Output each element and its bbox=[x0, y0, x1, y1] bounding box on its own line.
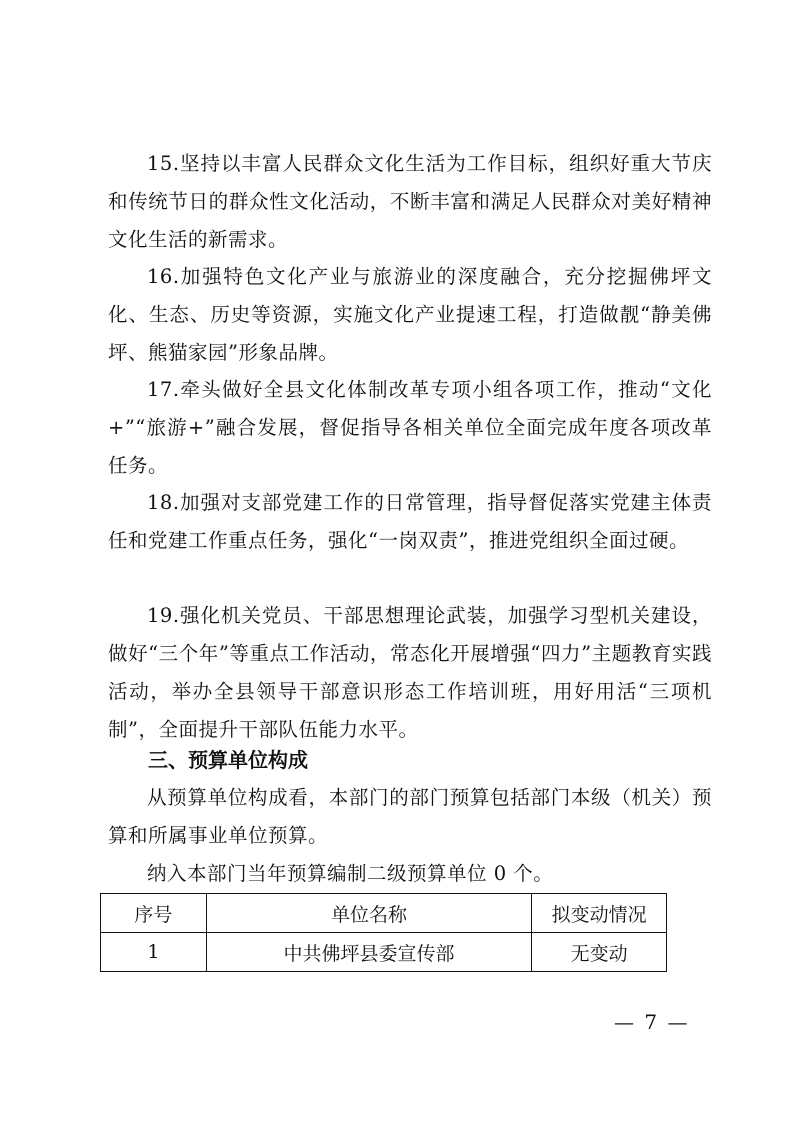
section-heading: 三、预算单位构成 bbox=[148, 748, 308, 772]
paragraph-18: 18.加强对支部党建工作的日常管理，指导督促落实党建主体责任和党建工作重点任务，强化“一岗双责”，推进党组织全面过硬。 bbox=[108, 491, 712, 552]
cell-unit-name: 中共佛坪县委宣传部 bbox=[206, 933, 531, 972]
section-paragraph-2: 纳入本部门当年预算编制二级预算单位 0 个。 bbox=[147, 862, 554, 885]
section-paragraph-1: 从预算单位构成看，本部门的部门预算包括部门本级（机关）预算和所属事业单位预算。 bbox=[108, 786, 712, 847]
page-number: — 7 — bbox=[614, 1010, 690, 1034]
cell-index: 1 bbox=[101, 933, 207, 972]
table-row bbox=[101, 933, 667, 972]
header-unit-name: 单位名称 bbox=[206, 894, 531, 933]
paragraph-19: 19.强化机关党员、干部思想理论武装，加强学习型机关建设，做好“三个年”等重点工作活动，常态化开展增强“四力”主题教育实践活动，举办全县领导干部意识形态工作培训班，用好用活“三项机制”，全面提升干部队伍能力水平。 bbox=[108, 604, 712, 741]
paragraph-16: 16.加强特色文化产业与旅游业的深度融合，充分挖掘佛坪文化、生态、历史等资源，实施文化产业提速工程，打造做靓“静美佛坪、熊猫家园”形象品牌。 bbox=[108, 265, 712, 364]
cell-change-status: 无变动 bbox=[532, 933, 667, 972]
header-change-status: 拟变动情况 bbox=[532, 894, 667, 933]
paragraph-15: 15.坚持以丰富人民群众文化生活为工作目标，组织好重大节庆和传统节日的群众性文化活动，不断丰富和满足人民群众对美好精神文化生活的新需求。 bbox=[108, 152, 712, 251]
paragraph-17: 17.牵头做好全县文化体制改革专项小组各项工作，推动“文化+”“旅游+”融合发展，督促指导各相关单位全面完成年度各项改革任务。 bbox=[108, 378, 712, 477]
budget-units-table bbox=[100, 893, 667, 972]
header-index: 序号 bbox=[101, 894, 207, 933]
table-header-row bbox=[101, 894, 667, 933]
